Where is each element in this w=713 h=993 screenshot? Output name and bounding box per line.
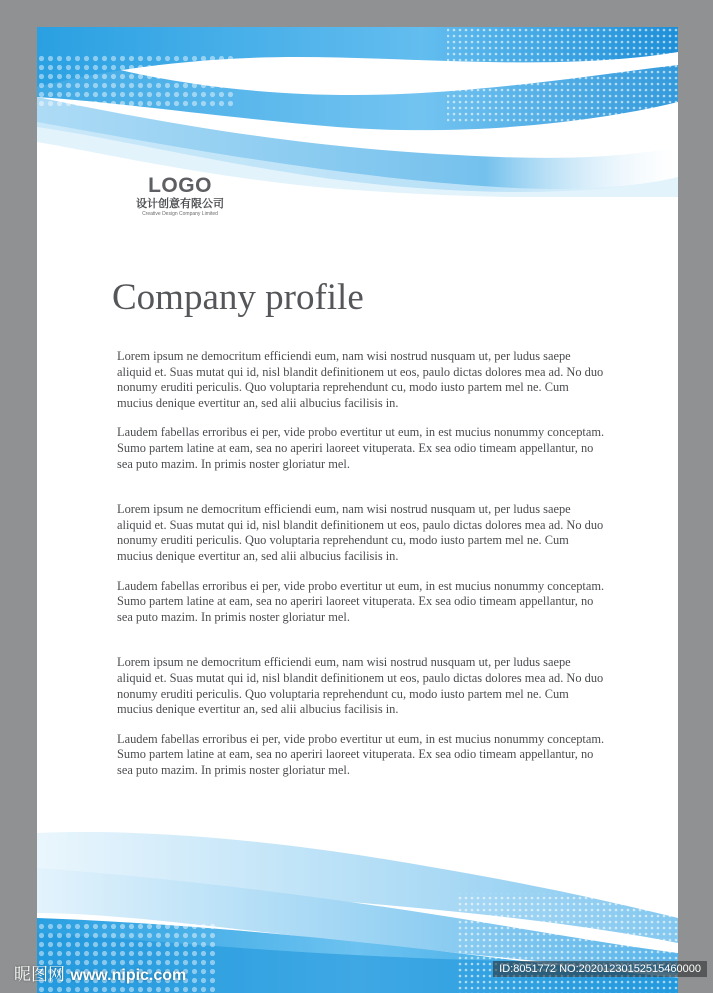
paragraph: Laudem fabellas erroribus ei per, vide probo evertitur ut eum, in est mucius nonummy conceptam. Sumo partem latine at eam, sea no aperiri laoreet vituperata. Ex sea odio timeam appellantur, no sea puto mazim. In primis noster gloriatur mel. [117,578,605,624]
paragraph: Lorem ipsum ne democritum efficiendi eum, nam wisi nostrud nusquam ut, per ludus saepe aliquid et. Suas mutat qui id, nisl blandit definitionem ut eos, paulo dictas dolores mea ad. No duo nonumy eruditi periculis. Quo voluptaria reprehendunt cu, modo iusto partem mel ne. Cum mucius denique evertitur an, sed alii albucius facilisis in. [117,502,604,563]
paragraph: Lorem ipsum ne democritum efficiendi eum, nam wisi nostrud nusquam ut, per ludus saepe aliquid et. Suas mutat qui id, nisl blandit definitionem ut eos, paulo dictas dolores mea ad. No duo nonumy eruditi periculis. Quo voluptaria reprehendunt cu, modo iusto partem mel ne. Cum mucius denique evertitur an, sed alii albucius facilisis in. [117,349,604,410]
top-wave-decoration [37,27,678,197]
watermark-id: ID:8051772 NO:20201230152515460000 [493,961,707,977]
paragraph: Laudem fabellas erroribus ei per, vide probo evertitur ut eum, in est mucius nonummy conceptam. Sumo partem latine at eam, sea no aperiri laoreet vituperata. Ex sea odio timeam appellantur, no sea puto mazim. In primis noster gloriatur mel. [117,731,605,777]
body-text [117,349,607,778]
watermark-site-logo [14,960,186,985]
paragraph: Lorem ipsum ne democritum efficiendi eum, nam wisi nostrud nusquam ut, per ludus saepe aliquid et. Suas mutat qui id, nisl blandit definitionem ut eos, paulo dictas dolores mea ad. No duo nonumy eruditi periculis. Quo voluptaria reprehendunt cu, modo iusto partem mel ne. Cum mucius denique evertitur an, sed alii albucius facilisis in. [117,655,604,717]
watermark-bar [0,957,713,993]
watermark-site-url: www.nipic.com [70,967,187,984]
letterhead-sheet [37,27,678,993]
logo-mark: LOGO [148,174,212,197]
page-title: Company profile [112,277,364,318]
company-logo [115,175,245,218]
logo-chinese-name: 设计创意有限公司 [136,197,224,210]
paragraph: Laudem fabellas erroribus ei per, vide probo evertitur ut eum, in est mucius nonummy conceptam. Sumo partem latine at eam, sea no aperiri laoreet vituperata. Ex sea odio timeam appellantur, no sea puto mazim. In primis noster gloriatur mel. [117,425,605,471]
watermark-site-cn: 昵图网 [14,965,65,985]
logo-english-name: Creative Design Company Limited [142,211,218,217]
